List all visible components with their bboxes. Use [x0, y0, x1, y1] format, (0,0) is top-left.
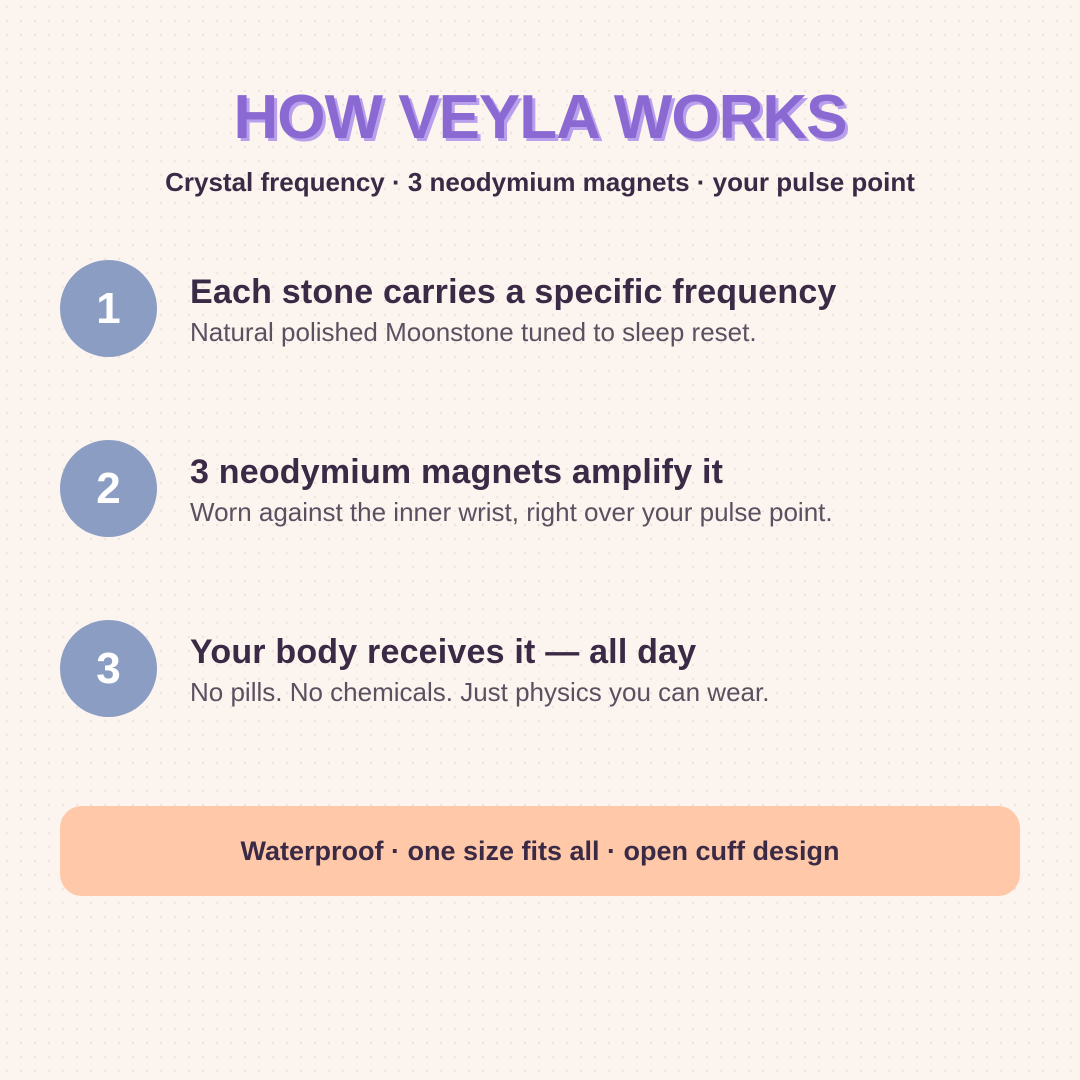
- features-banner: [60, 806, 1020, 896]
- step-item-2: [60, 440, 1020, 538]
- step-number-badge: 2: [60, 440, 157, 537]
- page-subtitle: Crystal frequency · 3 neodymium magnets · your pulse point: [165, 167, 915, 197]
- step-description: Worn against the inner wrist, right over your pulse point.: [190, 497, 833, 527]
- step-heading: Your body receives it — all day: [190, 633, 697, 671]
- step-heading: Each stone carries a specific frequency: [190, 273, 837, 311]
- step-heading: 3 neodymium magnets amplify it: [190, 453, 724, 491]
- step-item-1: [60, 260, 1020, 358]
- step-number-badge: 3: [60, 620, 157, 717]
- features-banner-text: Waterproof · one size fits all · open cuff design: [240, 835, 840, 866]
- step-description: Natural polished Moonstone tuned to sleep reset.: [190, 317, 757, 347]
- step-description: No pills. No chemicals. Just physics you can wear.: [190, 677, 770, 707]
- step-item-3: [60, 620, 1020, 718]
- page-title: HOW VEYLA WORKS: [233, 83, 847, 152]
- step-number-badge: 1: [60, 260, 157, 357]
